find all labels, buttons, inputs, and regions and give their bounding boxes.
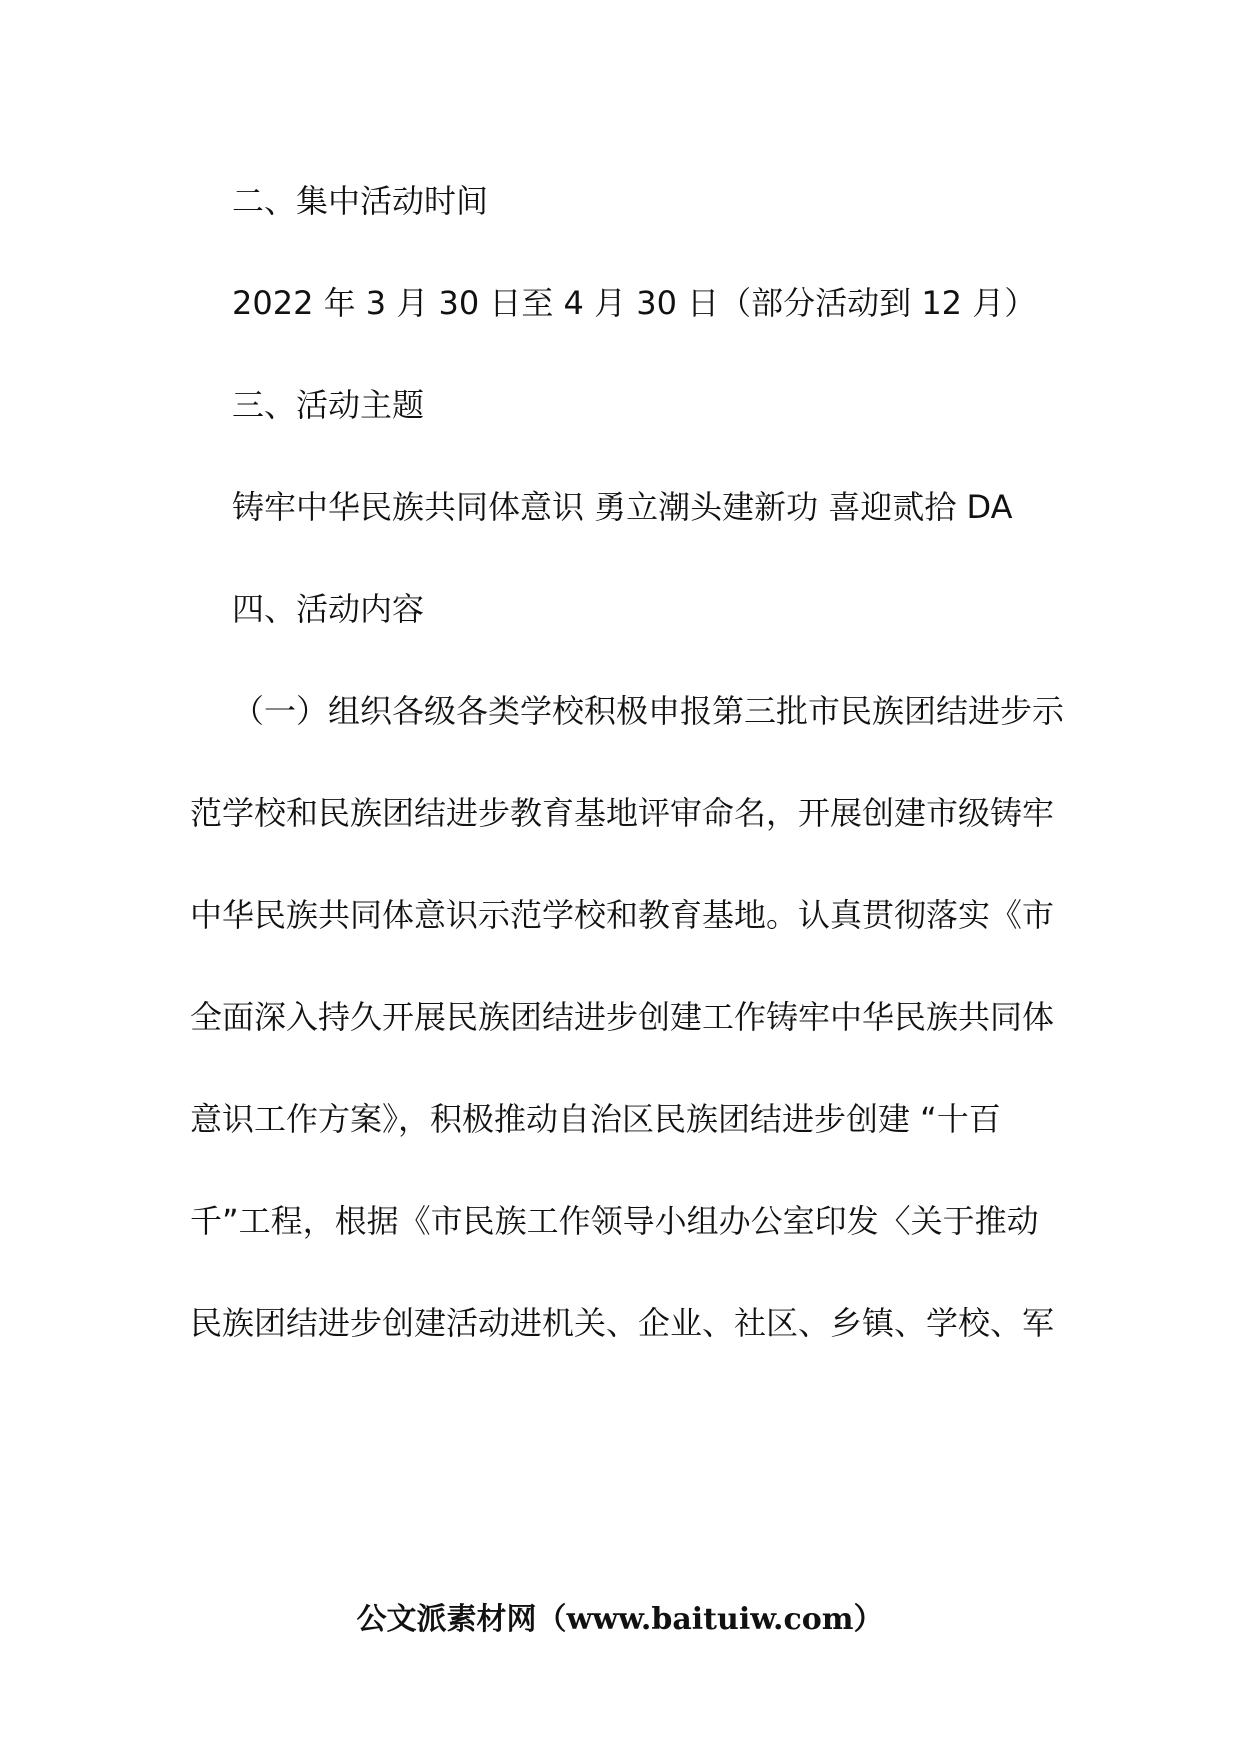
content-line-2: 范学校和民族团结进步教育基地评审命名，开展创建市级铸牢 <box>190 794 1055 832</box>
content-line-7: 民族团结进步创建活动进机关、企业、社区、乡镇、学校、军 <box>190 1304 1055 1342</box>
section-heading-content: 四、活动内容 <box>232 590 425 628</box>
content-line-1: （一）组织各级各类学校积极申报第三批市民族团结进步示 <box>232 692 1065 730</box>
activity-time-text: 2022 年 3 月 30 日至 4 月 30 日（部分活动到 12 月） <box>232 284 1037 322</box>
content-line-4: 全面深入持久开展民族团结进步创建工作铸牢中华民族共同体 <box>190 998 1055 1036</box>
section-heading-theme: 三、活动主题 <box>232 386 425 424</box>
section-heading-time: 二、集中活动时间 <box>232 182 489 220</box>
content-line-5: 意识工作方案》，积极推动自治区民族团结进步创建 “十百 <box>190 1100 1001 1138</box>
content-line-3: 中华民族共同体意识示范学校和教育基地。认真贯彻落实《市 <box>190 896 1055 934</box>
content-line-6: 千”工程，根据《市民族工作领导小组办公室印发〈关于推动 <box>190 1202 1039 1240</box>
activity-theme-text: 铸牢中华民族共同体意识 勇立潮头建新功 喜迎贰拾 DA <box>232 488 1013 526</box>
footer-watermark-text: 公文派素材网（www.baituiw.com） <box>356 1602 884 1637</box>
